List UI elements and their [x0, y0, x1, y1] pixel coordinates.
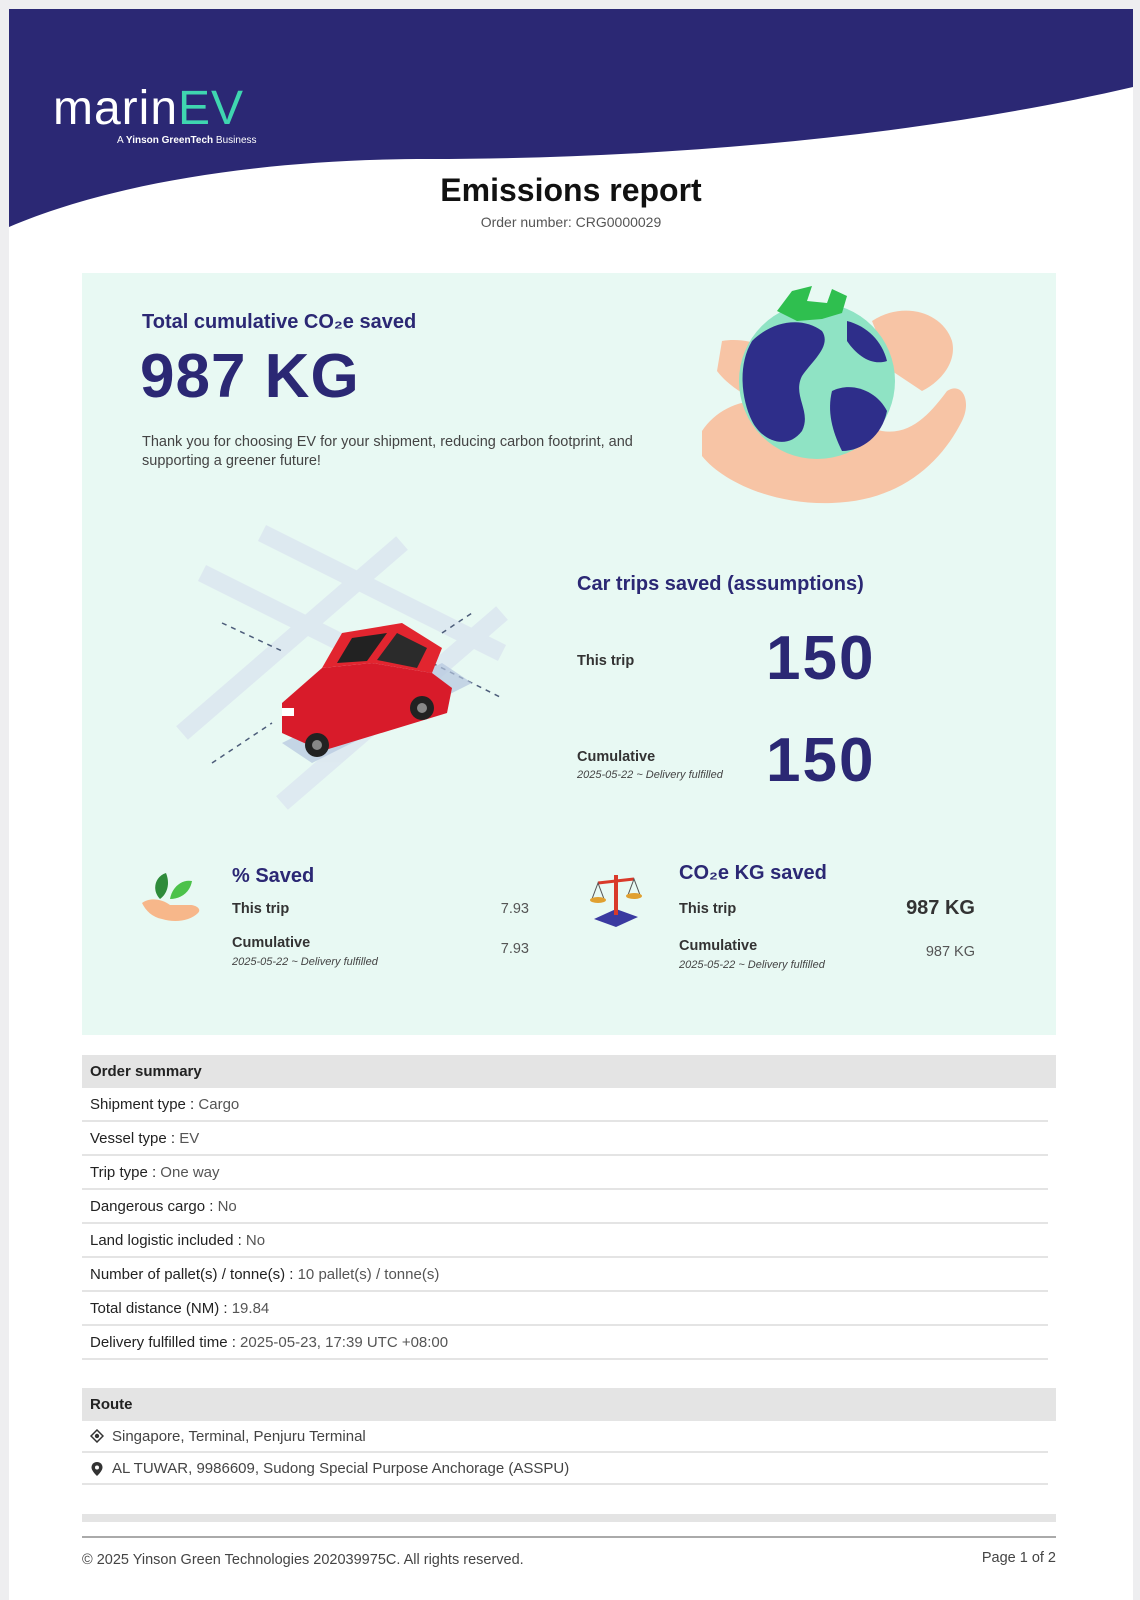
destination-pin-icon	[90, 1461, 104, 1477]
total-co2-value: 987 KG	[140, 342, 360, 411]
car-cumulative-value: 150	[766, 726, 876, 795]
origin-marker-icon	[90, 1429, 104, 1443]
balance-scale-icon	[590, 869, 642, 931]
route-destination-text: AL TUWAR, 9986609, Sudong Special Purpose Anchorage (ASSPU)	[112, 1460, 570, 1477]
logo-text: marin	[53, 82, 179, 135]
report-title: Emissions report	[440, 172, 702, 208]
divider-bar	[82, 1514, 1056, 1522]
car-cumulative-sub: 2025-05-22 ~ Delivery fulfilled	[577, 769, 723, 781]
globe-in-hands-icon	[682, 281, 972, 506]
co2-this-trip-value: 987 KG	[906, 897, 975, 919]
summary-row: Delivery fulfilled time : 2025-05-23, 17:39 UTC +08:00	[82, 1326, 1048, 1360]
leaf-hand-icon	[140, 869, 204, 925]
co2-saved-title: CO₂e KG saved	[679, 862, 827, 884]
summary-row: Total distance (NM) : 19.84	[82, 1292, 1048, 1326]
route-origin-text: Singapore, Terminal, Penjuru Terminal	[112, 1428, 366, 1445]
route-destination	[82, 1453, 1048, 1485]
summary-row: Shipment type : Cargo	[82, 1088, 1048, 1122]
co2-cumulative-value: 987 KG	[925, 944, 975, 960]
car-trips-title: Car trips saved (assumptions)	[577, 573, 864, 595]
summary-row: Land logistic included : No	[82, 1224, 1048, 1258]
red-car-icon	[142, 513, 522, 813]
summary-row: Number of pallet(s) / tonne(s) : 10 pallet(s) / tonne(s)	[82, 1258, 1048, 1292]
report-page	[9, 9, 1133, 1600]
percent-cumulative-value: 7.93	[500, 941, 529, 957]
thank-you-message: Thank you for choosing EV for your shipment, reducing carbon footprint, and supporting a greener future!	[142, 434, 633, 469]
footer-page-number: Page 1 of 2	[981, 1550, 1056, 1566]
footer-copyright: © 2025 Yinson Green Technologies 202039975C. All rights reserved.	[82, 1552, 524, 1568]
car-this-trip-label: This trip	[577, 653, 635, 669]
logo-ev-text: EV	[178, 82, 245, 135]
percent-saved-title: % Saved	[232, 865, 315, 887]
route-origin	[82, 1421, 1048, 1453]
savings-panel	[82, 273, 1056, 1035]
percent-this-trip-value: 7.93	[500, 901, 529, 917]
order-summary-heading: Order summary	[82, 1055, 1056, 1088]
order-summary-section	[82, 1055, 1056, 1360]
brand-logo	[53, 82, 257, 146]
summary-row: Trip type : One way	[82, 1156, 1048, 1190]
route-heading: Route	[82, 1388, 1056, 1421]
co2-this-trip-label: This trip	[679, 901, 737, 917]
car-cumulative-label: Cumulative	[577, 749, 656, 765]
summary-row: Vessel type : EV	[82, 1122, 1048, 1156]
co2-cumulative-sub: 2025-05-22 ~ Delivery fulfilled	[679, 959, 825, 971]
percent-cumulative-label: Cumulative	[232, 935, 311, 951]
car-this-trip-value: 150	[766, 624, 876, 693]
total-co2-label: Total cumulative CO₂e saved	[142, 311, 417, 333]
logo-tagline: A Yinson GreenTech Business	[117, 135, 257, 146]
order-number: Order number: CRG0000029	[480, 214, 662, 230]
percent-this-trip-label: This trip	[232, 901, 290, 917]
percent-cumulative-sub: 2025-05-22 ~ Delivery fulfilled	[232, 956, 378, 968]
route-section	[82, 1388, 1056, 1485]
footer-divider	[82, 1536, 1056, 1538]
summary-row: Dangerous cargo : No	[82, 1190, 1048, 1224]
co2-cumulative-label: Cumulative	[679, 938, 758, 954]
